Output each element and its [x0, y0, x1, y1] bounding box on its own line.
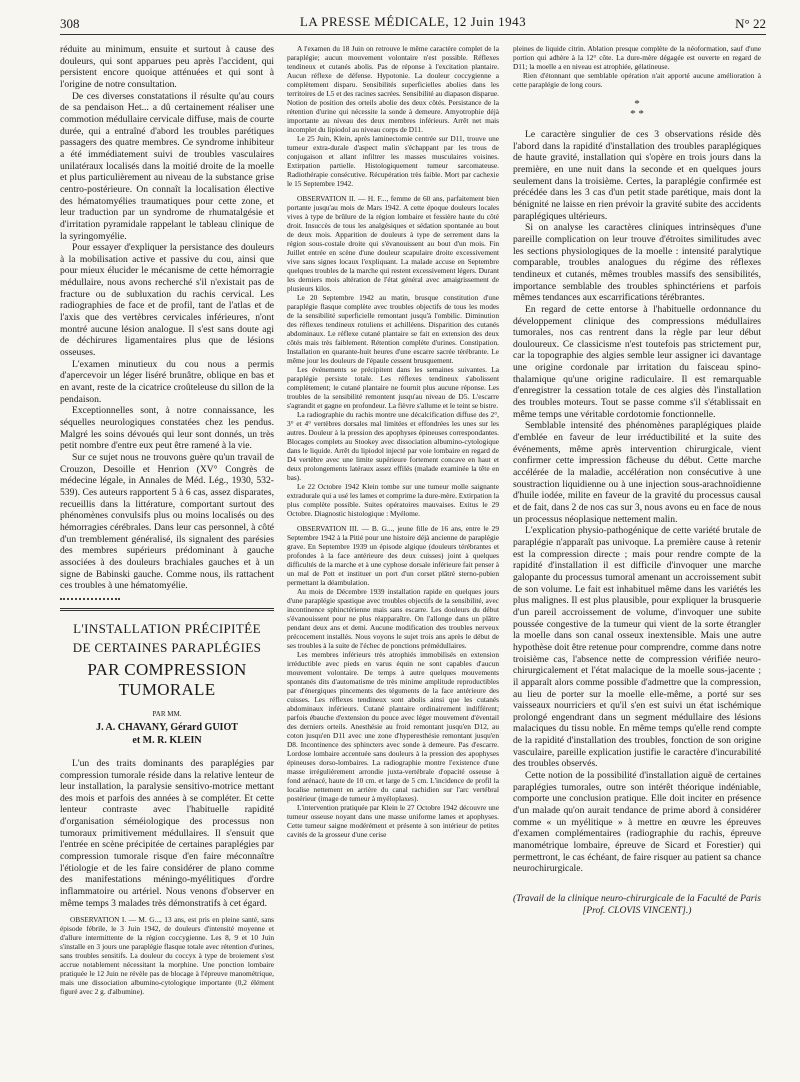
journal-title: LA PRESSE MÉDICALE, 12 Juin 1943: [299, 14, 527, 29]
observation-text: Le 25 Juin, Klein, après laminectomie centrée sur D11, trouve une tumeur extra-durale d'aspect malin s'échappant par les trous de conjugaison et allant infiltrer les masses musculaires voisines. Extirpation partielle. Histologiquement tumeur sarcomateuse. Radiothérapie consécutive. Récupération très faible. Mort par cachexie le 15 Septembre 1942.: [287, 134, 499, 188]
issue-number: N° 22: [735, 16, 766, 31]
observation-text: Les membres inférieurs très atrophiés immobilisés en extension irréductible avec pieds en varus équin ne sont capables d'aucun mouvement volontaire. De temps à autre quelques mouvements spontanés dits d'automatisme de très minime amplitude reproductibles par d'énergiques pincements des téguments de la face antérieure des cuisses. Les réflexes tendineux sont abolis ainsi que les cutanés abdominaux inférieurs. Cutané plantaire ordinairement indifférent; parfois ébauche d'extension du pouce avec léger mouvement d'éventail des derniers orteils. Anesthésie au froid remontant jusqu'en D12, au coton jusqu'en D11 avec une zone d'hyperesthésie remontant jusqu'en D8. Incontinence des sphincters avec sonde à demeure. Pas d'escarre. Lordose lombaire accentuée sans douleurs à la pression des apophyses épineuses dorso-lombaires. La radiographie montre l'existence d'une masse irrégulièrement arrondie juxta-vertébrale d'opacité osseuse à fond arénacé, haute de 10 cm. et large de 5 cm. L'incidence de profil la localise nettement en arrière du canal rachidien sur l'arc vertébral postérieur (image de tumeur à myéloplaxes).: [287, 650, 499, 803]
paragraph: Sur ce sujet nous ne trouvons guère qu'un travail de Crouzon, Desoille et Henrion (XV° Congrès de médecine légale, in Annales de Méd. Lég., 1930, 532-539). Ces auteurs rapportent 5 à 6 cas, assez disparates, recueillis dans la littérature, comportant surtout des phénomènes convulsifs plus ou moins localisés ou des hémorragies cérébrales. Dans leur cas personnel, à côté d'un tremblement généralisé, ils signalent des parésies des membres supérieurs prédominant à gauche associées à des douleurs brachiales gauches et à un signe de Babinski gauche. Comme nous, ils rattachent ces troubles à une hématomyélie.: [60, 451, 274, 592]
paragraph: Si on analyse les caractères cliniques intrinsèques d'une pareille complication on leur trouve d'étroites similitudes avec les sections physiologiques de la moelle : intensité paralytique comparable, troubles analogues du régime des réflexes tendineux et cutanés, mêmes troubles massifs des sensibilités, importance semblable des troubles sphinctériens et parfois mêmes tendances aux escarrifications térébrantes.: [513, 222, 761, 304]
page-number: 308: [60, 16, 80, 31]
observation-text: OBSERVATION III. — B. G..., jeune fille de 16 ans, entre le 29 Septembre 1942 à la Pitié pour une histoire déjà ancienne de paraplégie grave. En Septembre 1939 un épisode algique (douleurs térébrantes et profondes à la face antérieure des deux cuisses) joint à quelques difficultés de la marche et à une cyphose dorsale inférieure fait penser à un mal de Pott et instituer un port d'un corset plâtré sterno-pubien permettant la déambulation.: [287, 524, 499, 587]
paragraph: L'explication physio-pathogénique de cette variété brutale de paraplégie n'apparaît pas univoque. La première cause à retenir est la compression directe ; mais pour rendre compte de la rapidité d'installation il est difficile d'invoquer une marche galopante du processus tumoral amenant un accroissement subit de son volume. Le fait est inhabituel même dans les variétés les plus malignes. Il est plus plausible, pour expliquer la brusquerie d'un pareil accroissement de volume, d'invoquer une subite poussée congestive de la tumeur qui vient de la sorte étrangler la moelle dans son canal osseux inextensible. Mais une autre hypothèse doit être retenue pour comprendre, comme dans notre troisième cas, l'absence nette de compression vérifiée neuro-chirurgicalement et l'état malacique de la moelle sous-jacente ; il apparaît alors comme possible d'admettre que la compression, au lieu de porter sur la moelle elle-même, a porté sur ses vaisseaux nourriciers et qu'il s'en est suivi un état ischémique prolongé engendrant dans un segment médullaire des lésions malaciques du tissu noble. En même temps qu'elle rend compte de la rapidité d'installation des troubles, fonction de son origine vasculaire, pareille explication justifie le caractère d'incurabilité des troubles observés.: [513, 525, 761, 770]
observation-text: Le 20 Septembre 1942 au matin, brusque constitution d'une paraplégie flasque complète avec troubles objectifs de tous les modes de la sensibilité superficielle remontant jusqu'à l'ombilic. Diminution des réflexes tendineux rotuliens et achilléens. Disparition des cutanés abdominaux. Le réflexe cutané plantaire se fait en extension des deux côtés mais très faiblement. Rétention complète d'urines. Constipation. Installation en quarante-huit heures d'une escarre sacrée térébrante. Le même jour les douleurs de l'épaule cessent brusquement.: [287, 293, 499, 365]
paragraph: L'examen minutieux du cou nous a permis d'apercevoir un léger liséré brunâtre, oblique en bas et en avant, reste de la cicatrice croûteleuse du sillon de la pendaison.: [60, 358, 274, 405]
column-1: [60, 44, 274, 996]
paragraph: réduite au minimum, ensuite et surtout à cause des douleurs, qui sont apparues peu après l'accident, qui persistent encore quoique atténuées et qui sont à l'origine de notre consultation.: [60, 44, 274, 90]
article-title-line-3: PAR COMPRESSION TUMORALE: [87, 659, 247, 699]
authors-line-1: J. A. CHAVANY, Gérard GUIOT: [96, 721, 238, 733]
section-separator: [60, 598, 120, 600]
observation-text: Au mois de Décembre 1939 installation rapide en quelques jours d'une paraplégie spastique avec troubles objectifs de la sensibilité, avec incontinence sphinctérienne mais sans escarre. Les douleurs du début s'évanouissent pour ne plus réapparaître. On l'allonge dans un plâtre pendant deux ans et demi. Aucune modification des troubles nerveux précocement installés. Nous voyons le sujet trois ans après le début de ses troubles à la suite de l'échec de ponctions prémédullaires.: [287, 587, 499, 650]
paragraph: En regard de cette entorse à l'habituelle ordonnance du développement clinique des compressions médullaires tumorales, nos cas rentrent dans la règle par leur début douloureux. Ce classicisme n'est toutefois pas strictement pur, car la topographie des algies semble leur assigner ici davantage une origine cordonale par irritation du faisceau spino-thalamique qu'une origine radiculaire. Il est remarquable d'enregistrer la cessation totale de ces algies dès l'installation des troubles moteurs. Tout se passe comme s'il s'établissait en même temps une véritable cordotomie fonctionnelle.: [513, 303, 761, 420]
observation-text: Le 22 Octobre 1942 Klein tombe sur une tumeur molle saignante extradurale qui a usé les lames et comprime la dure-mère. Extirpation la plus complète possible. Suites opératoires mauvaises. Exitus le 29 Octobre. Diagnostic histologique : Myélome.: [287, 482, 499, 518]
observation-text: L'intervention pratiquée par Klein le 27 Octobre 1942 découvre une tumeur osseuse noyant dans une masse uniforme lames et apophyses. Cette tumeur saigne modérément et présente à son intérieur de petites cavités de la grosseur d'une cerise: [287, 803, 499, 839]
observation-text: Les événements se précipitent dans les semaines suivantes. La paraplégie persiste totale. Les réflexes tendineux s'abolissent complètement; le cutané plantaire ne fournit plus aucune réponse. Les troubles de la sensibilité remontent jusqu'au niveau de D5. L'escarre s'agrandit et gagne en profondeur. La fièvre s'allume et le teint se bistre.: [287, 365, 499, 410]
observation-text: La radiographie du rachis montre une décalcification diffuse des 2°, 3° et 4° vertèbres dorsales mal limitées et effondrées les unes sur les autres. Douleur à la pression des apophyses épineuses correspondantes. Blocages complets au Stookey avec dissociation albumino-cytologique dans le liquide. Arrêt du lipiodol injecté par voie lombaire en regard de D4 vertèbre avec une limite supérieure fortement concave en haut et deux prolongements latéraux assez effilés (malade examinée la tête en bas).: [287, 410, 499, 482]
paragraph: L'un des traits dominants des paraplégies par compression tumorale réside dans la relative lenteur de leur installation, la paralysie sensitivo-motrice mettant des mois et parfois des années à se compléter. Et cette lenteur contraste avec l'habituelle rapidité d'organisation séméiologique des processus non tumoraux primitivement médullaires. Il s'ensuit que l'entrée en scène précipitée de certaines paraplégies par compression tumorale risque d'en faire méconnaître l'étiologie et de les faire considérer de plano comme des manifestations méningo-myélitiques d'ordre inflammatoire ou artériel. Nous venons d'observer en même temps 3 malades très démonstratifs à cet égard.: [60, 757, 274, 909]
paragraph: Exceptionnelles sont, à notre connaissance, les séquelles neurologiques constatées chez les pendus. Malgré les soins dévoués qui leur sont donnés, un très petit nombre d'entre eux peut être ramené à la vie.: [60, 405, 274, 452]
paragraph: Le caractère singulier de ces 3 observations réside dès l'abord dans la rapidité d'installation des troubles paraplégiques de haute gravité, installation qui s'opère en trois jours dans la première, en une nuit dans la seconde et en quelques jours seulement dans la troisième. Certes, la paraplégie confirmée est précédée dans les 3 cas d'un petit stade parétique, mais dont la bénignité ne laisse en rien prévoir la gravité subite des accidents paraplégiques ultérieurs.: [513, 129, 761, 222]
observation-text: OBSERVATION I. — M. G..., 13 ans, est pris en pleine santé, sans épisode fébrile, le 3 Juin 1942, de douleurs d'intensité moyenne et d'allure intermittente de la région coccygienne. Les 8, 9 et 10 Juin s'installe en 3 jours une paraplégie flasque totale avec rétention d'urines, sans troubles sensitifs. La douleur du coccyx à type de broiement s'est accrue notablement nécessitant la morphine. Une ponction lombaire pratiquée le 12 Juin ne révèle pas de blocage à l'épreuve manométrique, mais une dissociation albumino-cytologique importante (0,2 élément figuré avec 2 g. d'albumine).: [60, 915, 274, 997]
paragraph: De ces diverses constatations il résulte qu'au cours de sa pendaison Het... a dû certainement réaliser une commotion médullaire cervicale diffuse, mais de courte durée, qui a entraîné d'abord les troubles parétiques passagers des quatre membres. Ce syndrome inhibiteur a été immédiatement suivi de troubles vasculaires unilatéraux localisés dans la moitié droite de la moelle et plus particulièrement au niveau de la substance grise centro-postérieure. On connaît la localisation élective des hématomyélies traumatiques pour cette zone, et leur traduction par un syndrome de rhumatalgésie et d'irritation pyramidale rappelant le tableau clinique de la syringomyélie.: [60, 90, 274, 242]
column-2: [287, 44, 499, 839]
observation-text: OBSERVATION II. — H. F..., femme de 60 ans, parfaitement bien portante jusqu'au mois de Mars 1942. A cette époque douleurs locales vives à type de brûlure de la région lombaire et fessière haute du côté droit. Insuccès de tous les analgésiques et sédation spontanée au bout de deux mois. Apparition de douleurs à type de serrement dans la région sous-costale droite qui s'évanouissent au bout d'un mois. Fin Juillet entrée en scène d'une douleur scapulaire droite excessivement vive sans signes locaux l'expliquant. La malade accuse en Septembre quelques troubles de la marche qui restent excessivement légers. Durant les derniers mois altération de l'état général avec amaigrissement de plusieurs kilos.: [287, 194, 499, 293]
paragraph: Cette notion de la possibilité d'installation aiguë de certaines paraplégies tumorales, outre son intérêt théorique indéniable, comporte une conclusion pratique. Elle doit inciter en présence d'un malade qu'on aurait tendance de prime abord à considérer comme « un myélitique » à mettre en œuvre les épreuves d'examen complémentaires (radiographie du rachis, épreuve manométrique lombaire, épreuve de Sicard et Forestier) qui permettront, le cas échéant, de faire risquer au patient sa chance neurochirurgicale.: [513, 770, 761, 875]
byline-label: PAR MM.: [152, 709, 182, 718]
article-title-line-2: DE CERTAINES PARAPLÉGIES: [72, 639, 262, 655]
double-rule: [60, 608, 274, 611]
observation-text: pleines de liquide citrin. Ablation presque complète de la néoformation, sauf d'une portion qui adhère à la 12° côte. La dure-mère dégagée est ouverte en regard de D11; la moelle a en niveau est atrophiée, gélatineuse.: [513, 44, 761, 71]
article-credit: (Travail de la clinique neuro-chirurgicale de la Faculté de Paris [Prof. CLOVIS VINCENT].): [513, 893, 761, 916]
column-3: [513, 44, 761, 916]
observation-text: A l'examen du 18 Juin on retrouve le même caractère complet de la paraplégie; aucun mouvement volontaire n'est possible. Réflexes tendineux et cutanés abolis. Pas de réponse à l'excitation plantaire. Aucun réflexe de défense. Hypotonie. La douleur coccygienne a complètement disparu. Sensibilités superficielles abolies dans les territoires de L5 et des racines sacrées. Sensibilité au diapason disparue. Notion de position des orteils abolie des deux côtés. Persistance de la rétention d'urine qui nécessite la sonde à demeure. Amyotrophie déjà importante au niveau des deux membres inférieurs. Arrêt net mais incomplet du lipiodol au niveau corps de D11.: [287, 44, 499, 134]
authors-line-2: et M. R. KLEIN: [132, 734, 202, 746]
page-header: [60, 14, 766, 34]
section-stars: * * *: [630, 98, 644, 120]
article-title-line-1: L'INSTALLATION PRÉCIPITÉE: [73, 620, 261, 636]
paragraph: Semblable intensité des phénomènes paraplégiques plaide d'emblée en faveur de leur irréductibilité et la suite des événements, même après intervention chirurgicale, vient confirmer cette impression fâcheuse du début. Cette marche accélérée de la maladie, accélération non consécutive à une soustraction liquidienne ou à une injection sous-arachnoïdienne d'huile iodée, milite en faveur de la gravité du processus causal et de fait, dans 2 de nos cas sur 3, nous avons eu en face de nous un processus néoplasique nettement malin.: [513, 420, 761, 525]
observation-text: Rien d'étonnant que semblable opération n'ait apporté aucune amélioration à cette paraplégie de long cours.: [513, 71, 761, 89]
paragraph: Pour essayer d'expliquer la persistance des douleurs à la mobilisation active et passive du cou, ainsi que pour mieux élucider le mécanisme de cette hémorragie médullaire, nous avons recherché s'il n'existait pas de fracture ou de subluxation du rachis cervical. Les radiographies de face et de profil, tant de l'atlas et de l'axis que des vertèbres cervicales inférieures, n'ont montré aucune lésion analogue. Il s'est sans doute agi de déchirures ligamentaires plus que de lésions osseuses.: [60, 242, 274, 359]
header-rule: [60, 34, 766, 35]
